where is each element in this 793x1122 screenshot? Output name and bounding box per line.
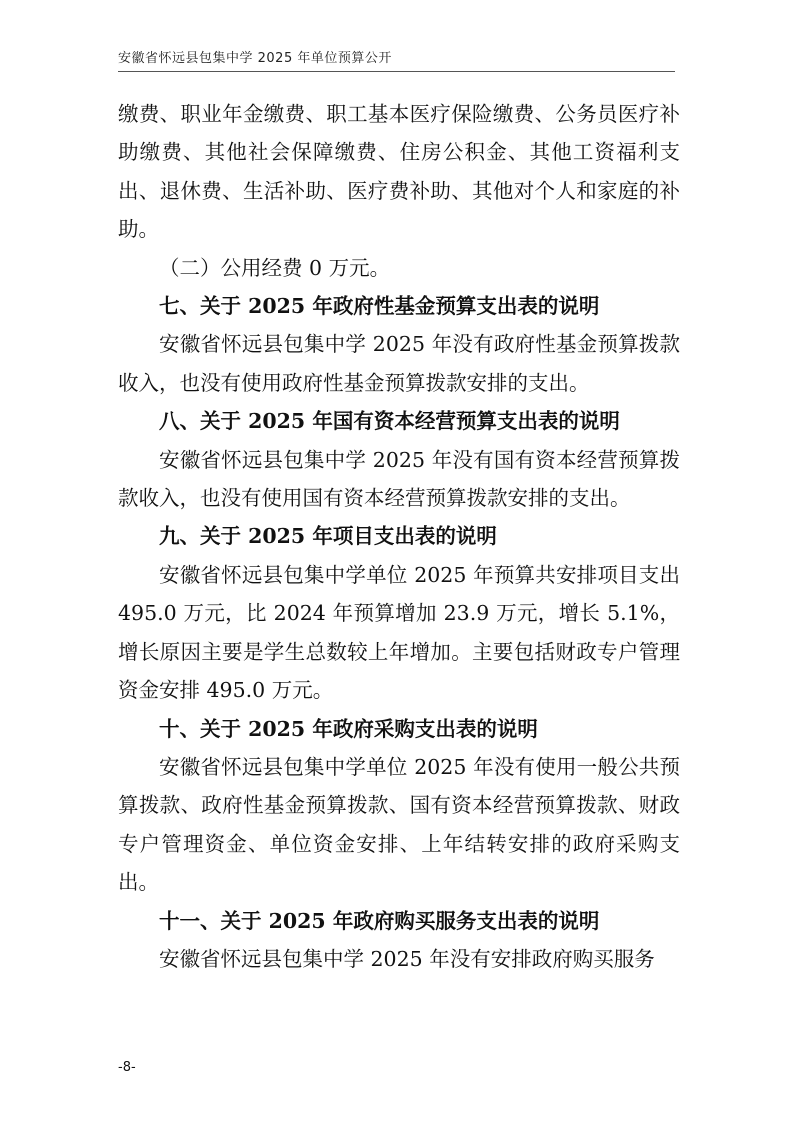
paragraph-continuation: 缴费、职业年金缴费、职工基本医疗保险缴费、公务员医疗补助缴费、其他社会保障缴费、住房公积金、其他工资福利支出、退休费、生活补助、医疗费补助、其他对个人和家庭的补助。	[118, 102, 680, 242]
section-paragraph-9: 安徽省怀远县包集中学单位 2025 年预算共安排项目支出 495.0 万元，比 2024 年预算增加 23.9 万元，增长 5.1%，增长原因主要是学生总数较上年增加。主要包括财政专户管理资金安排 495.0 万元。	[118, 562, 680, 703]
section-heading-7: 七、关于 2025 年政府性基金预算支出表的说明	[159, 294, 600, 319]
page-number: -8-	[118, 1060, 136, 1075]
paragraph-public-funds: （二）公用经费 0 万元。	[159, 255, 391, 280]
section-paragraph-11: 安徽省怀远县包集中学 2025 年没有安排政府购买服务	[159, 946, 655, 971]
section-paragraph-8: 安徽省怀远县包集中学 2025 年没有国有资本经营预算拨款收入，也没有使用国有资本经营预算拨款安排的支出。	[118, 447, 680, 511]
section-paragraph-7: 安徽省怀远县包集中学 2025 年没有政府性基金预算拨款收入，也没有使用政府性基金预算拨款安排的支出。	[118, 332, 680, 395]
document-body	[118, 95, 680, 978]
section-heading-10: 十、关于 2025 年政府采购支出表的说明	[159, 716, 538, 741]
page-header-title: 安徽省怀远县包集中学 2025 年单位预算公开	[118, 51, 392, 66]
section-paragraph-10: 安徽省怀远县包集中学单位 2025 年没有使用一般公共预算拨款、政府性基金预算拨款、国有资本经营预算拨款、财政专户管理资金、单位资金安排、上年结转安排的政府采购支出。	[118, 754, 680, 895]
section-heading-11: 十一、关于 2025 年政府购买服务支出表的说明	[159, 908, 600, 933]
header-divider	[118, 71, 675, 72]
section-heading-8: 八、关于 2025 年国有资本经营预算支出表的说明	[159, 409, 620, 434]
section-heading-9: 九、关于 2025 年项目支出表的说明	[159, 524, 497, 549]
